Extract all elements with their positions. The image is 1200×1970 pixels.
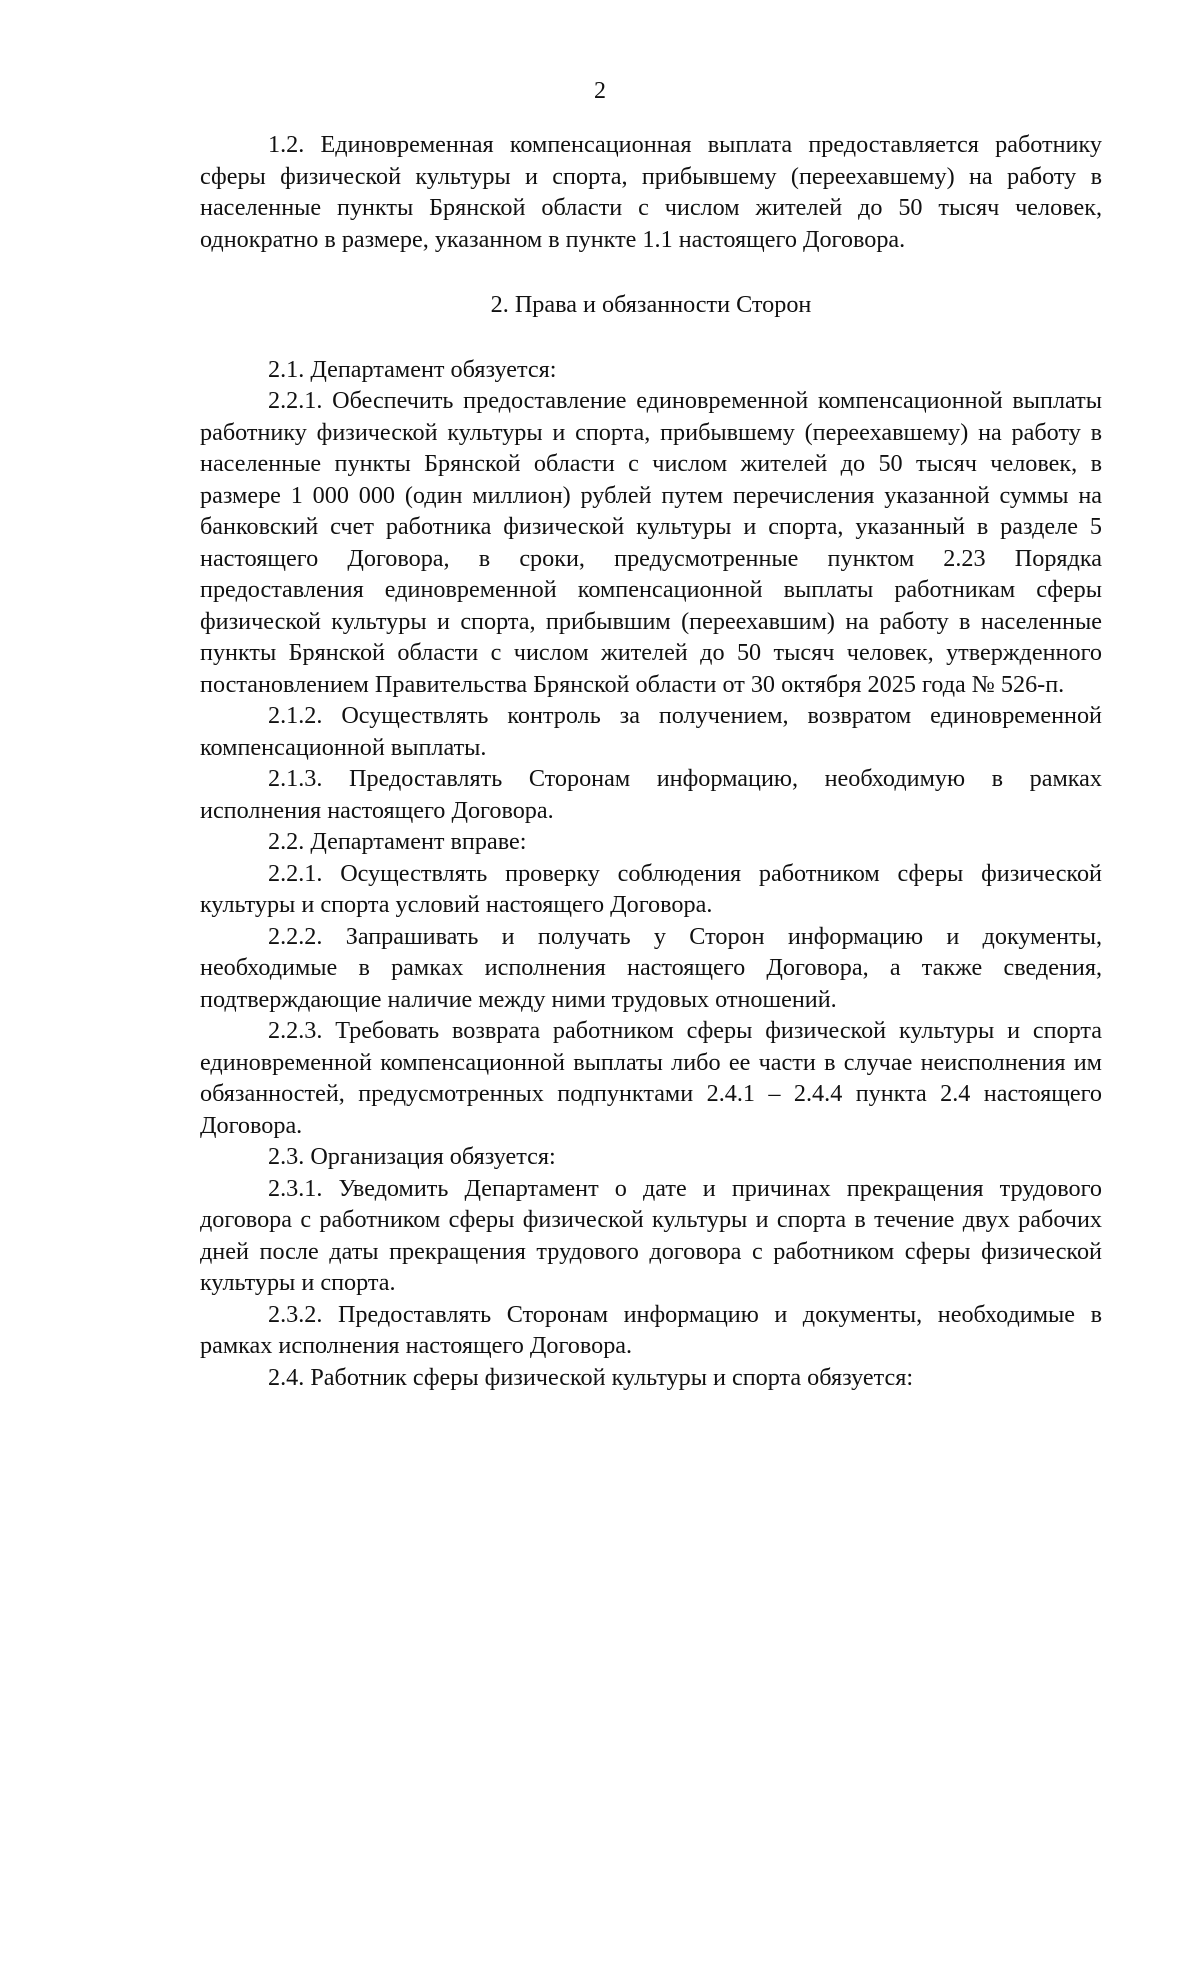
- paragraph-2-1-2: 2.1.2. Осуществлять контроль за получением, возвратом единовременной компенсационной выплаты.: [200, 702, 1102, 761]
- paragraph-2-3-2: 2.3.2. Предоставлять Сторонам информацию и документы, необходимые в рамках исполнения настоящего Договора.: [200, 1300, 1102, 1359]
- paragraph-2-3: 2.3. Организация обязуется:: [268, 1143, 556, 1170]
- paragraph-2-2-1-provide-payment: 2.2.1. Обеспечить предоставление единовременной компенсационной выплаты работнику физической культуры и спорта, прибывшему (переехавшему) на работу в населенные пункты Брянской области с числом жителей до 50 тысяч человек, в размере 1 000 000 (один миллион) рублей путем перечисления указанной суммы на банковский счет работника физической культуры и спорта, указанный в разделе 5 настоящего Договора, в сроки, предусмотренные пунктом 2.23 Порядка предоставления единовременной компенсационной выплаты работникам сферы физической культуры и спорта, прибывшим (переехавшим) на работу в населенные пункты Брянской области с числом жителей до 50 тысяч человек, утвержденного постановлением Правительства Брянской области от 30 октября 2025 года № 526-п.: [200, 387, 1102, 698]
- section-heading-rights-obligations: 2. Права и обязанности Сторон: [490, 291, 812, 318]
- paragraph-2-2-2: 2.2.2. Запрашивать и получать у Сторон информацию и документы, необходимые в рамках исполнения настоящего Договора, а также сведения, подтверждающие наличие между ними трудовых отношений.: [200, 922, 1102, 1013]
- paragraph-1-2: 1.2. Единовременная компенсационная выплата предоставляется работнику сферы физической культуры и спорта, прибывшему (переехавшему) на работу в населенные пункты Брянской области с числом жителей до 50 тысяч человек, однократно в размере, указанном в пункте 1.1 настоящего Договора.: [200, 131, 1102, 253]
- paragraph-2-4: 2.4. Работник сферы физической культуры и спорта обязуется:: [268, 1363, 914, 1391]
- paragraph-2-2-1-inspection: 2.2.1. Осуществлять проверку соблюдения работником сферы физической культуры и спорта условий настоящего Договора.: [200, 859, 1102, 918]
- document-body: [200, 129, 1102, 1393]
- page-number: 2: [594, 78, 606, 104]
- paragraph-2-3-1: 2.3.1. Уведомить Департамент о дате и причинах прекращения трудового договора с работником сферы физической культуры и спорта в течение двух рабочих дней после даты прекращения трудового договора с работником сферы физической культуры и спорта.: [200, 1174, 1102, 1296]
- paragraph-2-1-3: 2.1.3. Предоставлять Сторонам информацию, необходимую в рамках исполнения настоящего Договора.: [200, 765, 1102, 824]
- paragraph-2-2-3: 2.2.3. Требовать возврата работником сферы физической культуры и спорта единовременной компенсационной выплаты либо ее части в случае неисполнения им обязанностей, предусмотренных подпунктами 2.4.1 – 2.4.4 пункта 2.4 настоящего Договора.: [200, 1017, 1102, 1139]
- paragraph-2-2: 2.2. Департамент вправе:: [268, 828, 527, 855]
- paragraph-2-1: 2.1. Департамент обязуется:: [268, 355, 557, 383]
